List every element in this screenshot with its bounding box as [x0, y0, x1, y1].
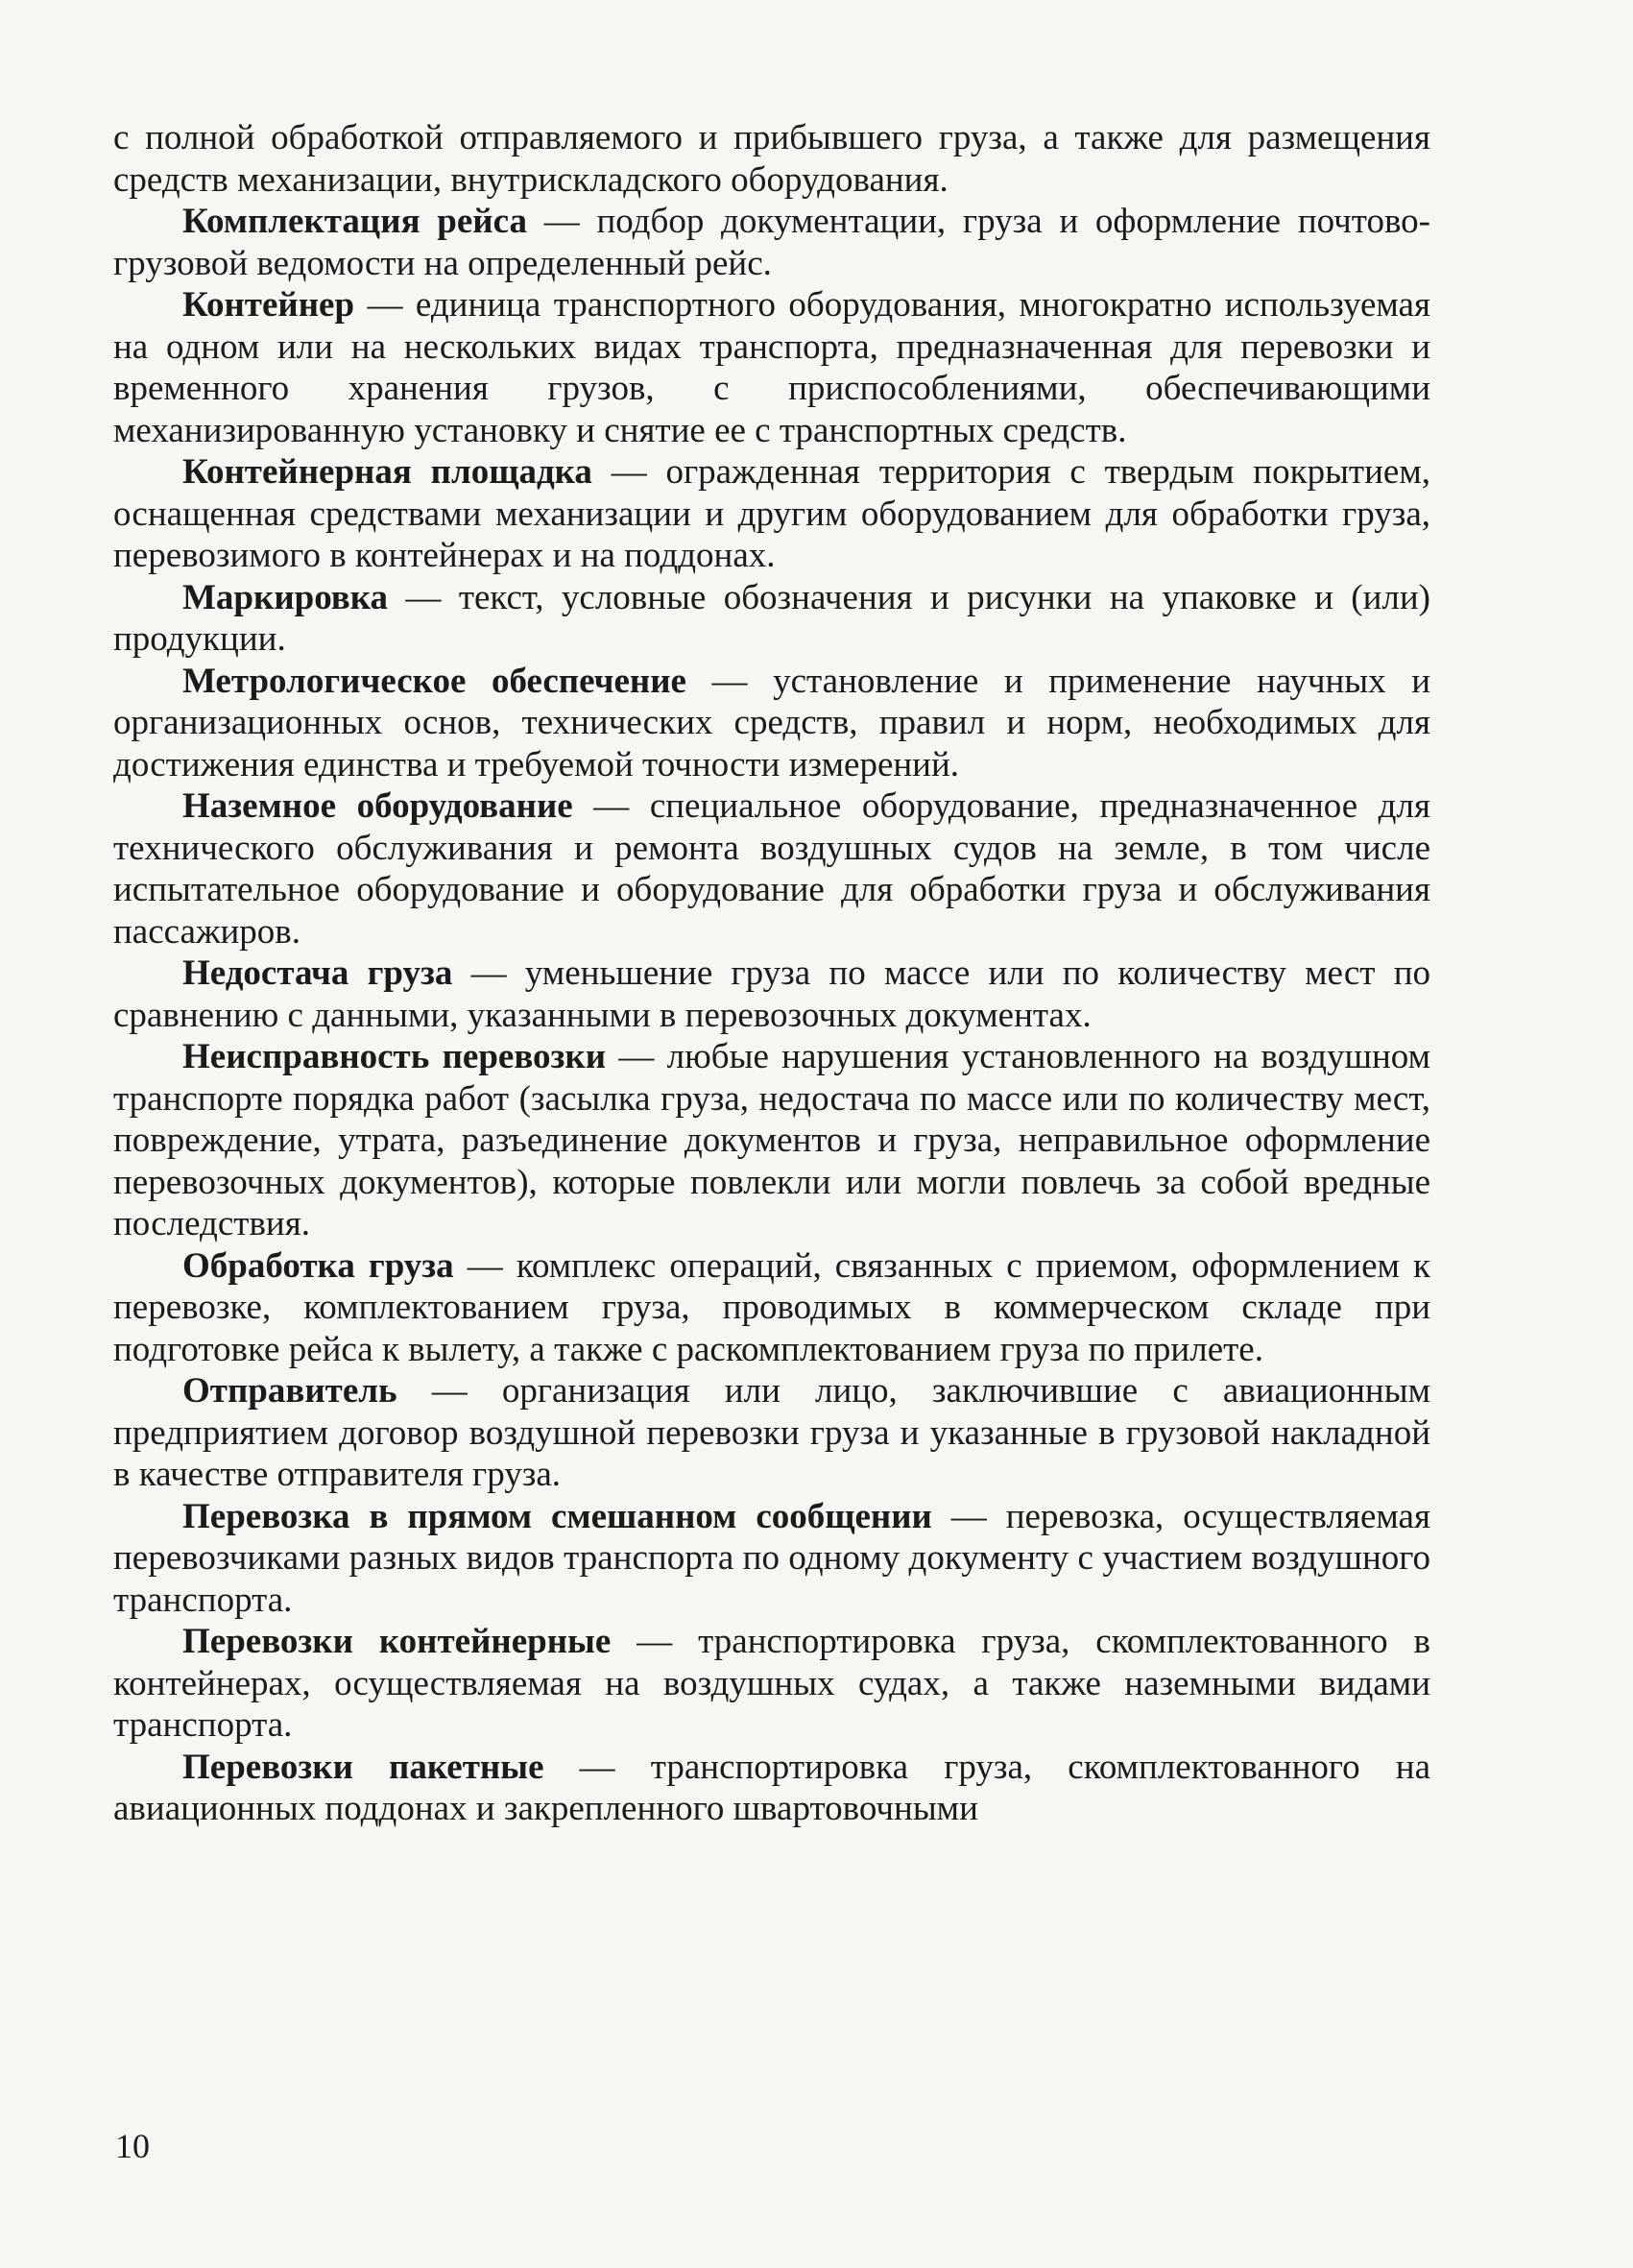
page-number: 10 [115, 2127, 150, 2165]
document-page [113, 117, 1430, 1830]
definition-text: — подбор документации, груза и оформление почтово-грузовой ведомости на определенный рейс. [113, 202, 1430, 283]
definition-text: — единица транспортного оборудования, многократно используемая на одном или на нескольких видах транспорта, предназначенная для перевозки и временного хранения грузов, с приспособлениями, обеспечивающими механизированную установку и снятие ее с транспортных средств. [113, 285, 1430, 450]
term-label: Обработка груза [182, 1245, 454, 1286]
definition-text: — текст, условные обозначения и рисунки на упаковке и (или) продукции. [113, 577, 1430, 659]
term-label: Перевозки пакетные [182, 1747, 544, 1787]
definition-perevozki-paketnye [113, 1747, 1430, 1830]
definition-nedostacha-gruza [113, 953, 1430, 1036]
definition-text: — перевозка, осуществляемая перевозчиками разных видов транспорта по одному документу с участием воздушного транспорта. [113, 1496, 1430, 1620]
definition-perevozka-v-pryamom-soobshchenii [113, 1496, 1430, 1622]
term-label: Отправитель [182, 1371, 397, 1411]
term-label: Перевозки контейнерные [182, 1622, 612, 1661]
term-label: Перевозка в прямом смешанном сообщении [182, 1496, 932, 1536]
term-label: Контейнерная площадка [182, 452, 592, 492]
definition-text: — комплекс операций, связанных с приемом, оформлением к перевозке, комплектованием груза, проводимых в коммерческом складе при подготовке рейса к вылету, а также с раскомплектованием груза по прилете. [113, 1245, 1431, 1369]
term-label: Маркировка [182, 577, 389, 617]
definition-text: — специальное оборудование, предназначенное для технического обслуживания и ремонта воздушных судов на земле, в том числе испытательное оборудование и оборудование для обработки груза и обслуживания пассажиров. [113, 786, 1430, 952]
term-label: Наземное оборудование [182, 786, 573, 826]
definition-obrabotka-gruza [113, 1245, 1430, 1371]
definition-perevozki-konteinernye [113, 1621, 1430, 1747]
paragraph-text: с полной обработкой отправляемого и прибывшего груза, а также для размещения средств механизации, внутрискладского оборудования. [113, 118, 1430, 200]
term-label: Недостача груза [182, 953, 453, 993]
definition-markirovka [113, 577, 1430, 661]
definition-text: — огражденная территория с твердым покрытием, оснащенная средствами механизации и другим оборудованием для обработки груза, перевозимого в контейнерах и на поддонах. [113, 452, 1430, 575]
definition-konteiner [113, 284, 1430, 451]
term-label: Метрологическое обеспечение [182, 661, 686, 701]
definition-text: — уменьшение груза по массе или по количеству мест по сравнению с данными, указанными в перевозочных документах. [113, 953, 1430, 1035]
definition-text: — установление и применение научных и организационных основ, технических средств, правил и норм, необходимых для достижения единства и требуемой точности измерений. [113, 661, 1431, 784]
definition-otpravitel [113, 1370, 1430, 1496]
term-label: Комплектация рейса [182, 202, 527, 241]
term-label: Неисправность перевозки [182, 1037, 607, 1076]
definition-metrologicheskoe-obespechenie [113, 661, 1430, 786]
definition-text: — транспортировка груза, скомплектованного в контейнерах, осуществляемая на воздушных судах, а также наземными видами транспорта. [113, 1622, 1431, 1745]
definition-nazemnoe-oborudovanie [113, 785, 1430, 953]
definition-text: — любые нарушения установленного на воздушном транспорте порядка работ (засылка груза, недостача по массе или по количеству мест, повреждение, утрата, разъединение документов и груза, неправильное оформление перевозочных документов), которые повлекли или могли повлечь за собой вредные последствия. [113, 1037, 1431, 1243]
definition-text: — организация или лицо, заключившие с авиационным предприятием договор воздушной перевозки груза и указанные в грузовой накладной в качестве отправителя груза. [113, 1371, 1430, 1494]
term-label: Контейнер [182, 285, 355, 325]
definition-neispravnost-perevozki [113, 1036, 1430, 1245]
paragraph-continuation [113, 117, 1430, 201]
definition-text: — транспортировка груза, скомплектованного на авиационных поддонах и закрепленного швартовочными [113, 1747, 1430, 1828]
definition-komplektaciya-reisa [113, 201, 1430, 284]
definition-konteinernaya-ploshchadka [113, 451, 1430, 577]
